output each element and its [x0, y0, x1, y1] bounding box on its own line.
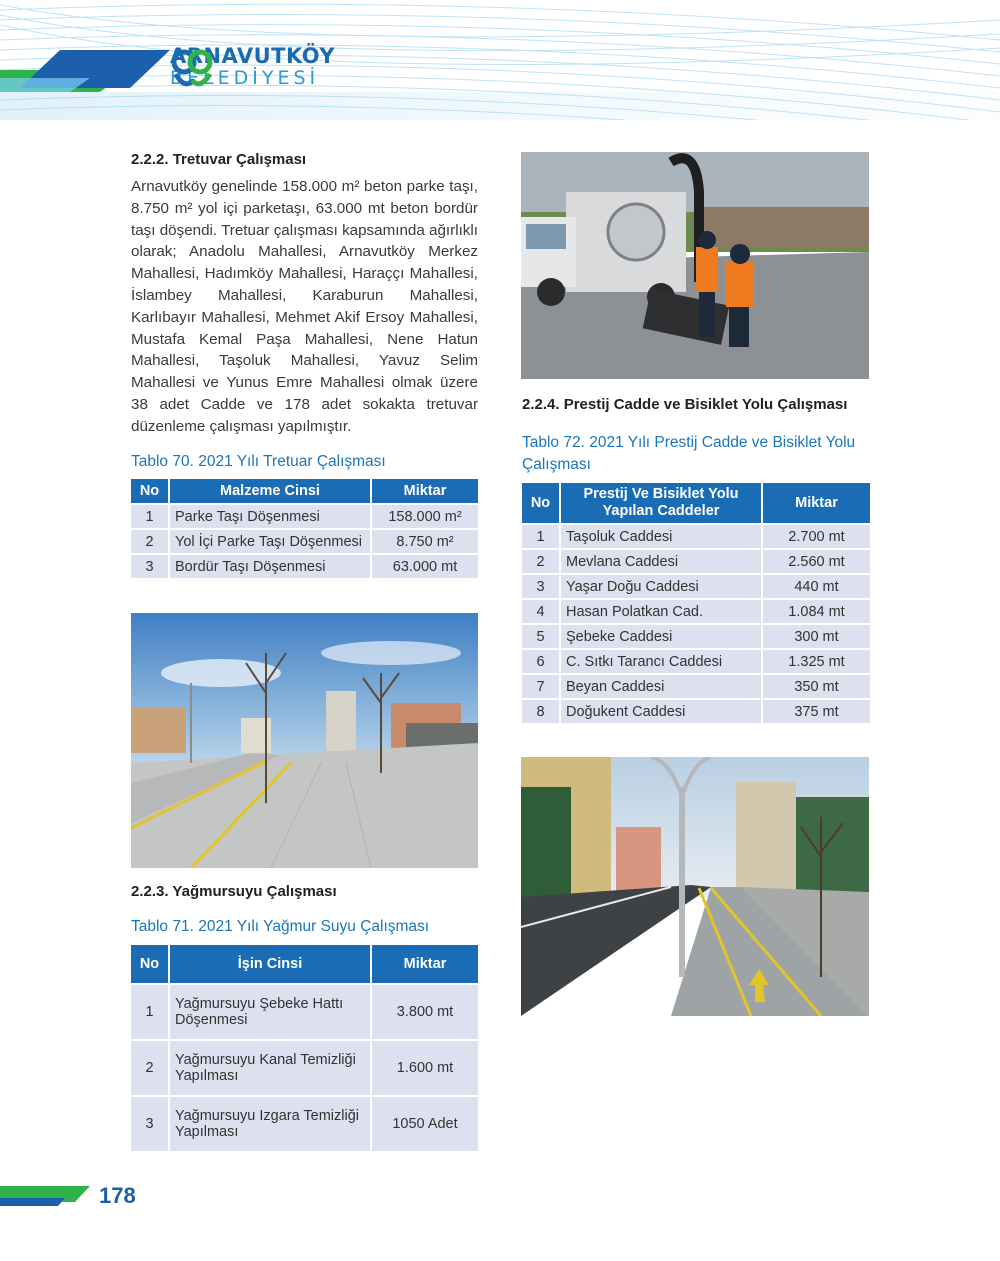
table-cell: 1.600 mt — [372, 1041, 478, 1095]
table-cell: 350 mt — [763, 675, 870, 698]
table-header: Miktar — [372, 479, 478, 503]
table72 — [520, 481, 872, 725]
table-cell: C. Sıtkı Tarancı Caddesi — [561, 650, 761, 673]
table-cell: Taşoluk Caddesi — [561, 525, 761, 548]
table-cell: Mevlana Caddesi — [561, 550, 761, 573]
table-cell: 2.560 mt — [763, 550, 870, 573]
table-cell: Yol İçi Parke Taşı Döşenmesi — [170, 530, 370, 553]
table-header: Malzeme Cinsi — [170, 479, 370, 503]
table-cell: Beyan Caddesi — [561, 675, 761, 698]
header-stripes — [0, 0, 1000, 120]
table-row — [131, 555, 478, 578]
table72-caption: Tablo 72. 2021 Yılı Prestij Cadde ve Bisiklet Yolu Çalışması — [522, 434, 856, 473]
table-cell: 2 — [522, 550, 559, 573]
table-header: Prestij Ve Bisiklet Yolu Yapılan Caddeler — [561, 483, 761, 523]
logo-subtitle: BELEDİYESİ — [170, 67, 320, 89]
table-row — [522, 600, 870, 623]
table-cell: Şebeke Caddesi — [561, 625, 761, 648]
table-cell: Yağmursuyu Şebeke Hattı Döşenmesi — [170, 985, 370, 1039]
table-header: Miktar — [372, 945, 478, 983]
table-cell: 2 — [131, 1041, 168, 1095]
table-cell: 1.325 mt — [763, 650, 870, 673]
table-cell: 1 — [131, 505, 168, 528]
table-cell: 3.800 mt — [372, 985, 478, 1039]
table-row — [522, 575, 870, 598]
table-header: İşin Cinsi — [170, 945, 370, 983]
table-cell: 375 mt — [763, 700, 870, 723]
logo-title: ARNAVUTKÖY — [170, 44, 336, 68]
table-header: No — [131, 479, 168, 503]
table-cell: 63.000 mt — [372, 555, 478, 578]
table-cell: Yaşar Doğu Caddesi — [561, 575, 761, 598]
table-cell: 300 mt — [763, 625, 870, 648]
table-header: Miktar — [763, 483, 870, 523]
section-heading-224: 2.2.4. Prestij Cadde ve Bisiklet Yolu Çalışması — [522, 396, 848, 413]
table-cell: 3 — [131, 1097, 168, 1151]
table-cell: 1050 Adet — [372, 1097, 478, 1151]
sewer-truck-photo — [521, 152, 869, 379]
table-cell: Doğukent Caddesi — [561, 700, 761, 723]
table-cell: 5 — [522, 625, 559, 648]
bike-lane-photo — [521, 757, 869, 1016]
table-cell: 8 — [522, 700, 559, 723]
table-header: No — [522, 483, 559, 523]
table-row — [522, 550, 870, 573]
table-row — [522, 625, 870, 648]
section-heading-222: 2.2.2. Tretuvar Çalışması — [131, 151, 307, 168]
table-row — [522, 675, 870, 698]
table-row — [131, 1041, 478, 1095]
logo-mark-icon — [170, 46, 214, 90]
table-row — [131, 505, 478, 528]
footer-stripe — [0, 1186, 95, 1208]
table-cell: 440 mt — [763, 575, 870, 598]
section-heading-223: 2.2.3. Yağmursuyu Çalışması — [131, 883, 337, 900]
table-cell: Yağmursuyu Izgara Temizliği Yapılması — [170, 1097, 370, 1151]
page-number: 178 — [99, 1183, 136, 1208]
table71 — [129, 943, 480, 1153]
table-cell: 4 — [522, 600, 559, 623]
table-cell: Yağmursuyu Kanal Temizliği Yapılması — [170, 1041, 370, 1095]
sidewalk-photo — [131, 613, 478, 868]
table-header: No — [131, 945, 168, 983]
table71-caption: Tablo 71. 2021 Yılı Yağmur Suyu Çalışması — [131, 918, 430, 935]
table-cell: 7 — [522, 675, 559, 698]
table-row — [522, 700, 870, 723]
table-row — [131, 985, 478, 1039]
table-row — [522, 525, 870, 548]
section-paragraph-222: Arnavutköy genelinde 158.000 m² beton parke taşı, 8.750 m² yol içi parketaşı, 63.000 mt beton bordür taşı döşendi. Tretuar çalışması kapsamında ağırlıklı olarak; Anadolu Mahallesi, Arnavutköy Merkez Mahallesi, Hadımköy Mahallesi, Haraççı Mahallesi, İslambey Mahallesi, Karaburun Mahallesi, Karlıbayır Mahallesi, Mehmet Akif Ersoy Mahallesi, Mustafa Kemal Paşa Mahallesi, Nene Hatun Mahallesi, Taşoluk Mahallesi, Yavuz Selim Mahallesi ve Yunus Emre Mahallesi olmak üzere 38 adet Cadde ve 178 adet sokakta tretuvar düzenleme çalışması yapılmıştır. — [131, 178, 478, 435]
table-cell: 2 — [131, 530, 168, 553]
table-cell: Parke Taşı Döşenmesi — [170, 505, 370, 528]
table-cell: 1.084 mt — [763, 600, 870, 623]
table-row — [522, 650, 870, 673]
table-cell: 1 — [131, 985, 168, 1039]
table-cell: Hasan Polatkan Cad. — [561, 600, 761, 623]
table-cell: 1 — [522, 525, 559, 548]
table-cell: 8.750 m² — [372, 530, 478, 553]
table-cell: 2.700 mt — [763, 525, 870, 548]
table-cell: Bordür Taşı Döşenmesi — [170, 555, 370, 578]
table-cell: 3 — [522, 575, 559, 598]
table-cell: 158.000 m² — [372, 505, 478, 528]
table-row — [131, 1097, 478, 1151]
municipality-logo[interactable] — [170, 46, 335, 88]
table70 — [129, 477, 480, 580]
table70-caption: Tablo 70. 2021 Yılı Tretuar Çalışması — [131, 453, 386, 470]
table-row — [131, 530, 478, 553]
table-cell: 3 — [131, 555, 168, 578]
page-header — [0, 0, 1000, 120]
table-cell: 6 — [522, 650, 559, 673]
